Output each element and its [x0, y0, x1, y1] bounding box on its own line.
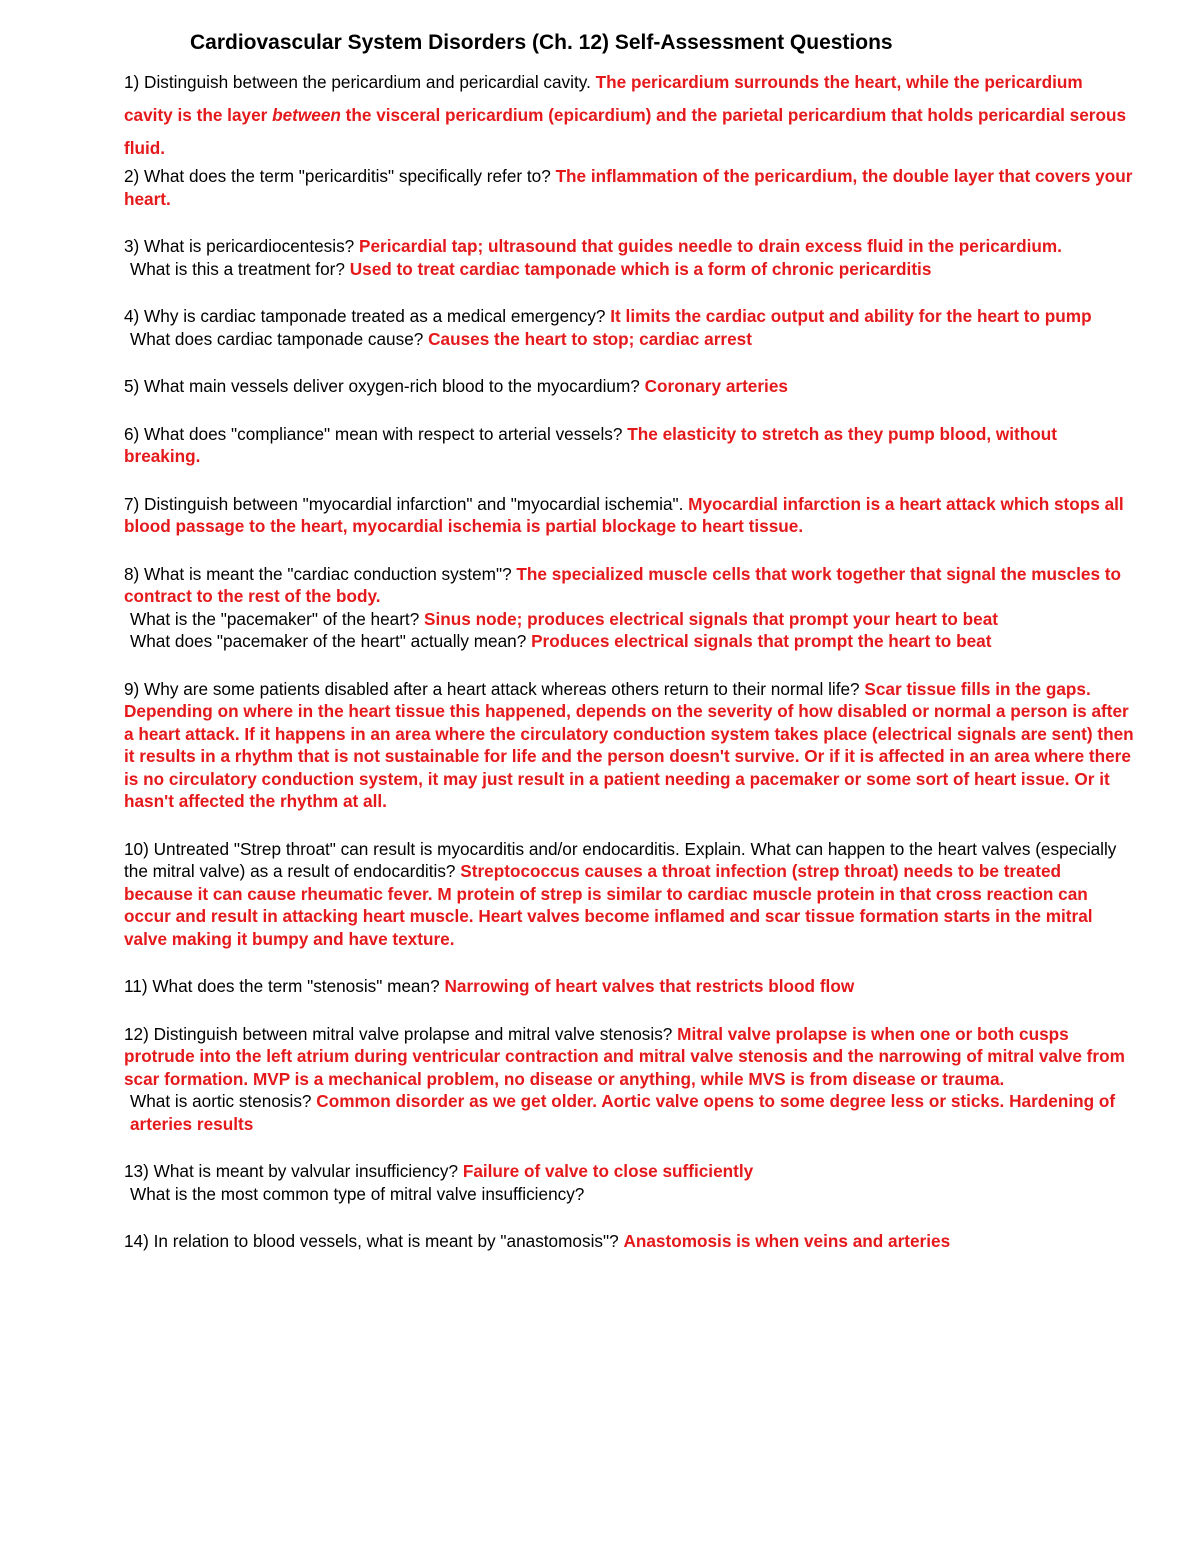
question-2: [124, 165, 1134, 210]
question-text: 14) In relation to blood vessels, what is meant by "anastomosis"?: [124, 1231, 619, 1251]
question-10: [124, 838, 1134, 951]
answer-text: The pericardium surrounds the heart, while the pericardium cavity is the layer between the visceral pericardium (epicardium) and the parietal pericardium that holds pericardial serous fluid.: [124, 72, 1127, 158]
question-14: [124, 1230, 1134, 1253]
answer-text: Used to treat cardiac tamponade which is a form of chronic pericarditis: [349, 258, 932, 279]
question-text: What is the most common type of mitral valve insufficiency?: [130, 1183, 585, 1204]
question-11: [124, 975, 1134, 998]
answer-text: The specialized muscle cells that work together that signal the muscles to contract to the rest of the body.: [124, 563, 1122, 606]
page-title: Cardiovascular System Disorders (Ch. 12) Self-Assessment Questions: [190, 31, 893, 54]
answer-text: It limits the cardiac output and ability for the heart to pump: [610, 306, 1092, 326]
question-1: [124, 66, 1134, 165]
question-text: What is aortic stenosis?: [130, 1091, 312, 1111]
answer-text: Scar tissue fills in the gaps. Depending on where in the heart tissue this happened, depends on the severity of how disabled or normal a person is after a heart attack. If it happens in an area where the circulatory conduction system takes place (electrical signals are sent) then it results in a rhythm that is not sustainable for life and the person doesn't survive. Or if it is affected in an area where there is no circulatory conduction system, it may just result in a patient needing a pacemaker or some sort of heart issue. Or it hasn't affected the rhythm at all.: [124, 678, 1134, 811]
answer-text: Produces electrical signals that prompt the heart to beat: [531, 631, 992, 651]
question-text: 5) What main vessels deliver oxygen-rich blood to the myocardium?: [124, 376, 640, 396]
question-9: [124, 678, 1134, 813]
question-text: 4) Why is cardiac tamponade treated as a medical emergency?: [124, 306, 606, 326]
question-text: What is this a treatment for?: [130, 258, 345, 279]
answer-text: Myocardial infarction is a heart attack which stops all blood passage to the heart, myocardial ischemia is partial blockage to heart tissue.: [124, 493, 1124, 536]
question-8: [124, 563, 1134, 608]
question-text: 11) What does the term "stenosis" mean?: [124, 976, 440, 996]
question-6: [124, 423, 1134, 468]
question-text: 2) What does the term "pericarditis" specifically refer to?: [124, 166, 551, 186]
question-text: 3) What is pericardiocentesis?: [124, 236, 355, 256]
question-4: [124, 305, 1134, 328]
question-8-followup-2: [124, 630, 1134, 653]
question-text: What is the "pacemaker" of the heart?: [130, 608, 420, 629]
question-text: 13) What is meant by valvular insufficiency?: [124, 1161, 459, 1181]
question-text: 9) Why are some patients disabled after a heart attack whereas others return to their normal life?: [124, 678, 860, 699]
question-12-followup: [124, 1090, 1134, 1135]
question-7: [124, 493, 1134, 538]
answer-text: The elasticity to stretch as they pump blood, without breaking.: [124, 423, 1057, 466]
question-5: [124, 375, 1134, 398]
emphasis: between: [272, 105, 341, 125]
answer-text: Mitral valve prolapse is when one or both cusps protrude into the left atrium during ventricular contraction and mitral valve stenosis and the narrowing of mitral valve from scar formation. MVP is a mechanical problem, no disease or anything, while MVS is from disease or trauma.: [124, 1023, 1125, 1089]
question-text: 6) What does "compliance" mean with respect to arterial vessels?: [124, 423, 623, 444]
question-13-followup: [124, 1183, 1134, 1206]
answer-text: Failure of valve to close sufficiently: [462, 1161, 754, 1181]
answer-text: Causes the heart to stop; cardiac arrest: [428, 328, 752, 349]
question-text: 10) Untreated "Strep throat" can result is myocarditis and/or endocarditis. Explain. What can happen to the heart valves (especially the mitral valve) as a result of endocarditis?: [124, 838, 1117, 881]
question-text: 1) Distinguish between the pericardium and pericardial cavity.: [124, 72, 591, 92]
answer-text: Pericardial tap; ultrasound that guides needle to drain excess fluid in the pericardium.: [359, 236, 1062, 256]
question-3: [124, 235, 1134, 258]
question-text: 7) Distinguish between "myocardial infarction" and "myocardial ischemia".: [124, 493, 684, 514]
question-13: [124, 1160, 1134, 1183]
answer-text: Sinus node; produces electrical signals that prompt your heart to beat: [424, 608, 999, 629]
question-text: What does "pacemaker of the heart" actually mean?: [130, 631, 527, 651]
answer-text: Coronary arteries: [644, 376, 788, 396]
answer-text: Anastomosis is when veins and arteries: [623, 1231, 951, 1251]
answer-text: Narrowing of heart valves that restricts blood flow: [444, 976, 855, 996]
question-3-followup: [124, 258, 1134, 281]
answer-text: Streptococcus causes a throat infection (strep throat) needs to be treated because it can cause rheumatic fever. M protein of strep is similar to cardiac muscle protein in that cross reaction can occur and result in attacking heart muscle. Heart valves become inflamed and scar tissue formation starts in the mitral valve making it bumpy and have texture.: [124, 861, 1093, 949]
question-text: 8) What is meant the "cardiac conduction system"?: [124, 563, 512, 584]
question-4-followup: [124, 328, 1134, 351]
question-12: [124, 1023, 1134, 1091]
answer-text: Common disorder as we get older. Aortic valve opens to some degree less or sticks. Hardening of arteries results: [130, 1091, 1116, 1134]
question-text: What does cardiac tamponade cause?: [130, 328, 424, 349]
answer-text: The inflammation of the pericardium, the double layer that covers your heart.: [124, 166, 1133, 209]
question-list: [124, 66, 1134, 1253]
question-text: 12) Distinguish between mitral valve prolapse and mitral valve stenosis?: [124, 1023, 673, 1044]
question-8-followup: [124, 608, 1134, 631]
